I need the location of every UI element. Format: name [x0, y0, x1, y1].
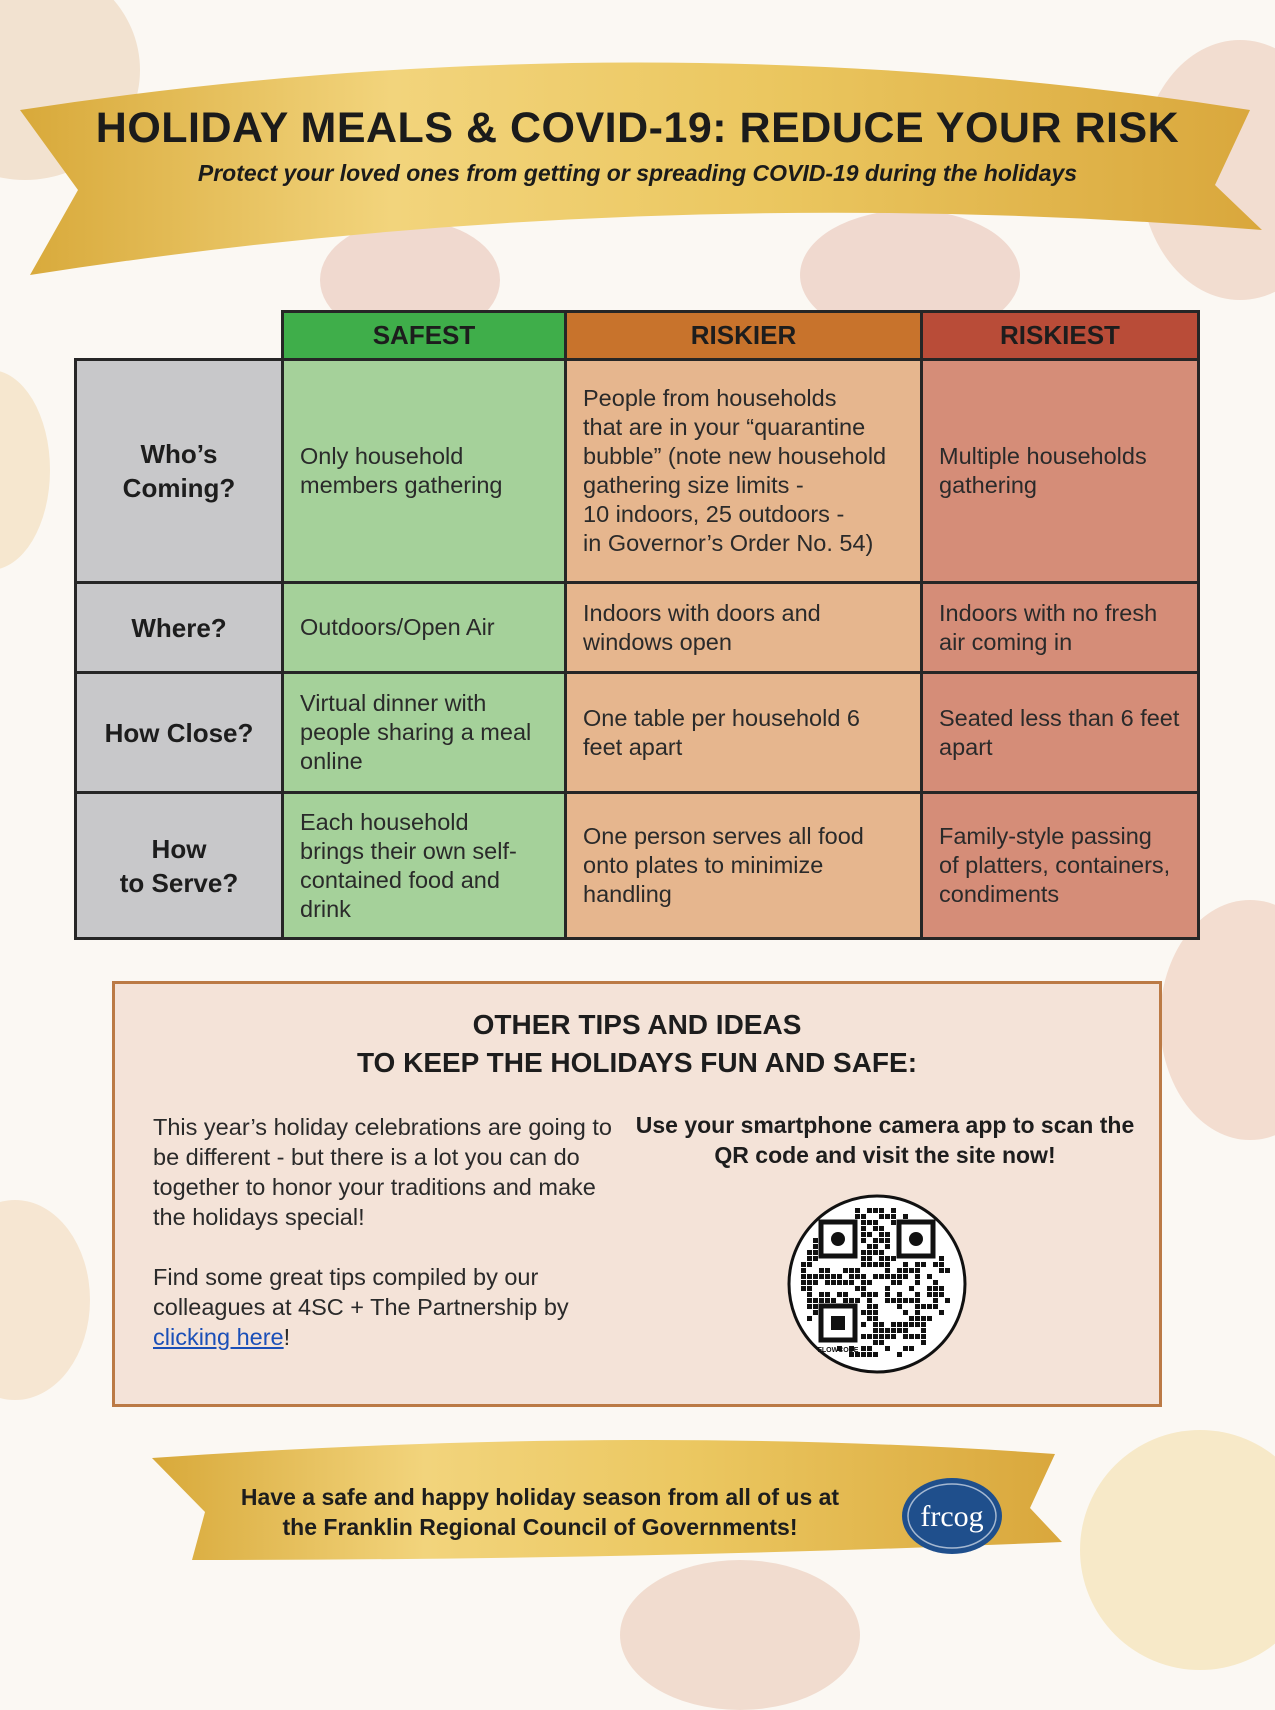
qr-module: [807, 1316, 812, 1321]
qr-module: [801, 1262, 806, 1267]
qr-module: [861, 1238, 866, 1243]
qr-module: [891, 1214, 896, 1219]
risk-table: [74, 310, 1200, 940]
qr-module: [933, 1292, 938, 1297]
qr-module: [915, 1262, 920, 1267]
qr-module: [873, 1310, 878, 1315]
qr-module: [939, 1286, 944, 1291]
qr-module: [843, 1280, 848, 1285]
qr-module: [873, 1340, 878, 1345]
qr-module: [927, 1304, 932, 1309]
qr-module: [801, 1280, 806, 1285]
table-cell: Seated less than 6 feet apart: [920, 671, 1200, 794]
qr-module: [891, 1298, 896, 1303]
tips-heading: OTHER TIPS AND IDEAS TO KEEP THE HOLIDAYS FUN AND SAFE:: [356, 1009, 918, 1078]
qr-module: [897, 1298, 902, 1303]
qr-module: [831, 1280, 836, 1285]
qr-module: [807, 1262, 812, 1267]
qr-module: [843, 1268, 848, 1273]
qr-module: [861, 1226, 866, 1231]
qr-module: [891, 1220, 896, 1225]
qr-module: [813, 1274, 818, 1279]
qr-module: [849, 1298, 854, 1303]
qr-module: [837, 1292, 842, 1297]
qr-module: [873, 1238, 878, 1243]
qr-module: [867, 1346, 872, 1351]
qr-module: [897, 1328, 902, 1333]
qr-module: [861, 1334, 866, 1339]
qr-module: [813, 1310, 818, 1315]
qr-module: [897, 1280, 902, 1285]
tips-box: [112, 981, 1162, 1407]
qr-module: [885, 1262, 890, 1267]
table-cell: Multiple households gathering: [920, 358, 1200, 584]
qr-module: [897, 1322, 902, 1327]
qr-module: [867, 1232, 872, 1237]
qr-module: [819, 1292, 824, 1297]
qr-module: [885, 1298, 890, 1303]
qr-module: [903, 1328, 908, 1333]
qr-code[interactable]: [787, 1194, 967, 1374]
column-header-riskiest: RISKIEST: [920, 310, 1200, 361]
qr-module: [897, 1352, 902, 1357]
qr-module: [873, 1292, 878, 1297]
qr-module: [915, 1316, 920, 1321]
qr-module: [915, 1310, 920, 1315]
qr-module: [825, 1280, 830, 1285]
qr-module: [891, 1322, 896, 1327]
qr-module: [879, 1274, 884, 1279]
qr-module: [897, 1274, 902, 1279]
qr-module: [861, 1256, 866, 1261]
qr-module: [861, 1274, 866, 1279]
qr-module: [825, 1298, 830, 1303]
qr-module: [927, 1292, 932, 1297]
qr-module: [813, 1244, 818, 1249]
qr-module: [861, 1214, 866, 1219]
qr-module: [873, 1274, 878, 1279]
svg-text:frcog: frcog: [920, 1500, 984, 1533]
table-cell: One person serves all food onto plates to minimize handling: [564, 791, 923, 940]
qr-module: [861, 1250, 866, 1255]
qr-brand-label: FLOWCODE: [817, 1347, 859, 1354]
qr-module: [921, 1328, 926, 1333]
qr-module: [909, 1286, 914, 1291]
qr-module: [849, 1280, 854, 1285]
qr-module: [897, 1304, 902, 1309]
qr-module: [867, 1220, 872, 1225]
qr-module: [819, 1274, 824, 1279]
tips-paragraph: Find some great tips compiled by our colleagues at 4SC + The Partnership by clicking here!: [153, 1264, 569, 1350]
qr-module: [885, 1238, 890, 1243]
table-cell: Indoors with no fresh air coming in: [920, 581, 1200, 674]
qr-module: [885, 1292, 890, 1297]
qr-module: [867, 1208, 872, 1213]
qr-module: [825, 1268, 830, 1273]
qr-module: [861, 1286, 866, 1291]
table-cell: Virtual dinner with people sharing a meal online: [281, 671, 567, 794]
row-header-how-to-serve: How to Serve?: [74, 791, 284, 940]
row-header-where: Where?: [74, 581, 284, 674]
qr-module: [831, 1298, 836, 1303]
qr-module: [879, 1340, 884, 1345]
qr-module: [891, 1256, 896, 1261]
qr-module: [867, 1256, 872, 1261]
qr-module: [921, 1334, 926, 1339]
qr-module: [885, 1286, 890, 1291]
qr-module: [861, 1292, 866, 1297]
qr-module: [837, 1280, 842, 1285]
qr-module: [807, 1280, 812, 1285]
qr-module: [825, 1274, 830, 1279]
qr-module: [903, 1298, 908, 1303]
qr-module: [891, 1334, 896, 1339]
qr-module: [867, 1334, 872, 1339]
qr-module: [909, 1316, 914, 1321]
qr-module: [813, 1238, 818, 1243]
qr-module: [801, 1268, 806, 1273]
qr-module: [849, 1274, 854, 1279]
qr-module: [915, 1334, 920, 1339]
qr-module: [867, 1262, 872, 1267]
qr-module: [903, 1346, 908, 1351]
qr-module: [879, 1250, 884, 1255]
qr-module: [807, 1304, 812, 1309]
qr-module: [897, 1268, 902, 1273]
qr-module: [813, 1280, 818, 1285]
qr-module: [903, 1322, 908, 1327]
qr-module: [885, 1334, 890, 1339]
qr-module: [915, 1304, 920, 1309]
qr-module: [933, 1262, 938, 1267]
qr-module: [915, 1292, 920, 1297]
row-header-whos-coming: Who’s Coming?: [74, 358, 284, 584]
qr-module: [909, 1322, 914, 1327]
closing-message: Have a safe and happy holiday season from all of us at the Franklin Regional Council of Governments!: [240, 1484, 840, 1540]
qr-module: [807, 1298, 812, 1303]
qr-module: [831, 1274, 836, 1279]
qr-module: [909, 1346, 914, 1351]
qr-module: [927, 1274, 932, 1279]
column-header-safest: SAFEST: [281, 310, 567, 361]
qr-module: [813, 1256, 818, 1261]
qr-module: [885, 1232, 890, 1237]
qr-module: [813, 1304, 818, 1309]
qr-module: [915, 1298, 920, 1303]
qr-module: [855, 1274, 860, 1279]
qr-module: [927, 1286, 932, 1291]
qr-module: [873, 1250, 878, 1255]
qr-module: [819, 1298, 824, 1303]
qr-module: [837, 1274, 842, 1279]
qr-module: [801, 1286, 806, 1291]
qr-module: [861, 1346, 866, 1351]
qr-module: [921, 1322, 926, 1327]
qr-module: [933, 1286, 938, 1291]
qr-module: [879, 1334, 884, 1339]
qr-module: [885, 1268, 890, 1273]
qr-module: [825, 1292, 830, 1297]
qr-module: [885, 1346, 890, 1351]
qr-instructions: Use your smartphone camera app to scan the QR code and visit the site now!: [635, 1112, 1135, 1168]
clicking-here-link[interactable]: clicking here: [153, 1324, 284, 1350]
qr-module: [879, 1322, 884, 1327]
qr-module: [921, 1304, 926, 1309]
qr-module: [945, 1298, 950, 1303]
qr-module: [861, 1322, 866, 1327]
qr-module: [945, 1268, 950, 1273]
qr-module: [891, 1274, 896, 1279]
qr-module: [867, 1316, 872, 1321]
qr-module: [843, 1292, 848, 1297]
qr-module: [891, 1208, 896, 1213]
qr-module: [921, 1340, 926, 1345]
qr-module: [807, 1292, 812, 1297]
qr-module: [855, 1208, 860, 1213]
qr-module: [879, 1256, 884, 1261]
qr-module: [855, 1286, 860, 1291]
qr-module: [903, 1310, 908, 1315]
table-cell: One table per household 6 feet apart: [564, 671, 923, 794]
tips-paragraph: This year’s holiday celebrations are going to be different - but there is a lot you can do together to honor your traditions and make the holidays special!: [153, 1114, 612, 1230]
qr-module: [873, 1208, 878, 1213]
qr-module: [801, 1274, 806, 1279]
qr-module: [819, 1268, 824, 1273]
table-cell: Only household members gathering: [281, 358, 567, 584]
qr-module: [933, 1304, 938, 1309]
qr-module: [939, 1256, 944, 1261]
qr-module: [861, 1232, 866, 1237]
qr-module: [903, 1262, 908, 1267]
qr-module: [939, 1310, 944, 1315]
qr-module: [867, 1352, 872, 1357]
qr-module: [903, 1334, 908, 1339]
qr-module: [873, 1304, 878, 1309]
qr-module: [873, 1322, 878, 1327]
qr-module: [897, 1292, 902, 1297]
frcog-logo: [900, 1476, 1004, 1556]
qr-module: [855, 1298, 860, 1303]
qr-module: [849, 1268, 854, 1273]
qr-module: [909, 1298, 914, 1303]
qr-module: [921, 1262, 926, 1267]
qr-module: [873, 1328, 878, 1333]
qr-module: [927, 1316, 932, 1321]
qr-module: [867, 1310, 872, 1315]
qr-module: [867, 1298, 872, 1303]
qr-module: [915, 1274, 920, 1279]
qr-module: [903, 1268, 908, 1273]
qr-module: [879, 1208, 884, 1213]
qr-module: [909, 1334, 914, 1339]
qr-module: [861, 1262, 866, 1267]
qr-module: [891, 1328, 896, 1333]
qr-module: [843, 1298, 848, 1303]
qr-module: [915, 1322, 920, 1327]
table-cell: Outdoors/Open Air: [281, 581, 567, 674]
table-cell: Each household brings their own self- contained food and drink: [281, 791, 567, 940]
qr-module: [873, 1262, 878, 1267]
qr-module: [867, 1304, 872, 1309]
qr-module: [903, 1274, 908, 1279]
qr-module: [879, 1226, 884, 1231]
qr-module: [933, 1298, 938, 1303]
qr-module: [861, 1220, 866, 1225]
table-cell: Indoors with doors and windows open: [564, 581, 923, 674]
qr-module: [939, 1268, 944, 1273]
qr-module: [867, 1280, 872, 1285]
qr-module: [873, 1334, 878, 1339]
qr-module: [879, 1238, 884, 1243]
qr-module: [885, 1256, 890, 1261]
qr-module: [885, 1274, 890, 1279]
qr-module: [873, 1226, 878, 1231]
qr-module: [891, 1280, 896, 1285]
qr-module: [873, 1244, 878, 1249]
qr-module: [915, 1268, 920, 1273]
qr-module: [915, 1280, 920, 1285]
qr-module: [939, 1292, 944, 1297]
qr-module: [873, 1316, 878, 1321]
tips-body: [153, 1112, 623, 1382]
qr-module: [867, 1244, 872, 1249]
qr-module: [867, 1250, 872, 1255]
qr-module: [807, 1250, 812, 1255]
column-header-riskier: RISKIER: [564, 310, 923, 361]
qr-module: [867, 1292, 872, 1297]
table-cell: People from households that are in your “quarantine bubble” (note new household gathering size limits - 10 indoors, 25 outdoors - in Governor’s Order No. 54): [564, 358, 923, 584]
qr-module: [813, 1250, 818, 1255]
qr-module: [903, 1214, 908, 1219]
qr-module: [855, 1214, 860, 1219]
qr-module: [879, 1262, 884, 1267]
qr-module: [879, 1214, 884, 1219]
qr-module: [855, 1268, 860, 1273]
qr-module: [885, 1244, 890, 1249]
page-subtitle: Protect your loved ones from getting or spreading COVID-19 during the holidays: [197, 160, 1078, 186]
qr-module: [861, 1352, 866, 1357]
qr-module: [873, 1352, 878, 1357]
qr-module: [861, 1280, 866, 1285]
qr-module: [879, 1328, 884, 1333]
qr-module: [873, 1220, 878, 1225]
table-cell: Family-style passing of platters, containers, condiments: [920, 791, 1200, 940]
qr-module: [879, 1232, 884, 1237]
qr-module: [807, 1256, 812, 1261]
qr-module: [861, 1310, 866, 1315]
qr-module: [939, 1262, 944, 1267]
qr-module: [885, 1214, 890, 1219]
qr-module: [909, 1268, 914, 1273]
qr-module: [933, 1280, 938, 1285]
qr-module: [921, 1316, 926, 1321]
qr-module: [807, 1286, 812, 1291]
row-header-how-close: How Close?: [74, 671, 284, 794]
qr-module: [807, 1274, 812, 1279]
qr-module: [885, 1328, 890, 1333]
qr-module: [813, 1298, 818, 1303]
page-title: HOLIDAY MEALS & COVID-19: REDUCE YOUR RISK: [95, 104, 1180, 152]
